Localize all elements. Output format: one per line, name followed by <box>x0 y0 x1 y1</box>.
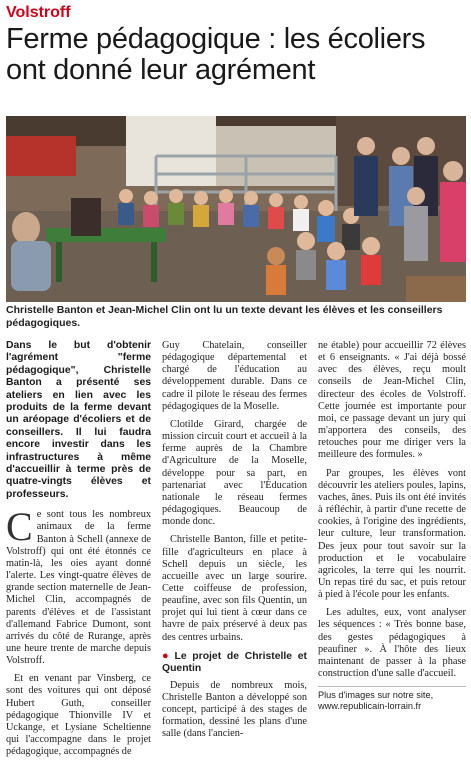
location-kicker: Volstroff <box>6 4 71 21</box>
body-paragraph <box>6 504 151 667</box>
article-column-1 <box>6 340 151 764</box>
bullet-icon: ● <box>162 649 172 662</box>
body-paragraph: Et en venant par Vinsberg, ce sont des voitures qui ont déposé Hubert Guth, conseiller pédagogique Thionville IV et Uckange, et Lysiane Scheltienne qui l'accompagne dans le projet pédagogique, accompagnés de <box>6 673 151 758</box>
body-paragraph: Christelle Banton, fille et petite-fille d'agriculteurs en place à Schell depuis un siècle, les accueille avec un large sourire. Cette coiffeuse de profession, peaufine, avec son fils Quentin, un projet qui lui tient à cœur dans ce havre de paix préservé à deux pas des centres urbains. <box>162 534 307 643</box>
section-subhead <box>162 650 307 676</box>
article-column-2 <box>162 340 307 746</box>
body-paragraph: Les adultes, eux, vont analyser les séquences : « Très bonne base, des gestes pédagogiques à peaufiner ». À l'hôte des lieux maintenant de passer à la phase construction d'une salle d'accueil. <box>318 607 466 680</box>
body-paragraph: Guy Chatelain, conseiller pédagogique départemental et chargé de l'éducation au développement durable. Dans ce cadre il pilote le réseau des fermes pédagogiques de la Moselle. <box>162 340 307 412</box>
body-paragraph: ne étable) pour accueillir 72 élèves et 6 enseignants. « J'ai déjà bossé avec des élèves, reçu moult conseils de Jean-Michel Clin, directeur des écoles de Volstroff. Cette journée est importante pour moi, ce passage devant un jury qui m'apportera des conseils, des retouches pour me diriger vers la meilleure des formules. » <box>318 340 466 461</box>
body-paragraph: Clotilde Girard, chargée de mission circuit court et accueil à la ferme auprès de la Chambre d'Agriculture de la Moselle, développe pour sa part, en partenariat avec l'Éducation nationale le réseau fermes pédagogiques. Beaucoup de monde donc. <box>162 418 307 528</box>
article-column-3 <box>318 340 466 712</box>
subhead-text: Le projet de Christelle et Quentin <box>162 650 307 675</box>
photo-caption: Christelle Banton et Jean-Michel Clin ont lu un texte devant les élèves et les conseillers pédagogiques. <box>6 304 443 329</box>
article-photo <box>6 116 466 302</box>
article-lead: Dans le but d'obtenir l'agrément "ferme pédagogique", Christelle Banton a présenté ses ateliers en lien avec les produits de la ferme devant un aréopage d'écoliers et de conseillers. Il lui faudra encore investir dans les infrastructures à même d'accueillir à terme près de quatre-vingts élèves et professeurs. <box>6 340 151 500</box>
body-text: e sont tous les nombreux animaux de la ferme Banton à Schell (annexe de Volstroff) qui ont été étonnés ce matin-là, les oies ayant donné l'alerte. Les vingt-quatre élèves de grande section maternelle de Jean-Michel Clin, accompagnés de parents d'élèves et de l'assistant d'allemand Fabrice Dumont, sont arrivés du côté de Rurange, après une heure trente de marche depuis Volstroff. <box>6 509 151 667</box>
body-paragraph: Par groupes, les élèves vont découvrir les ateliers poules, lapins, vaches, ânes. Puis ils ont été invités à réfléchir, à partir d'une recette de cookies, à l'origine des ingrédients, leur culture, leur transformation. Des jeux pour tout savoir sur la production et le vocabulaire agricoles, la terre qui les nourrit. Un repas tiré du sac, et puis retour à pied à l'école pour les enfants. <box>318 467 466 601</box>
drop-cap: C <box>6 504 33 550</box>
website-link[interactable]: Plus d'images sur notre site, www.republicain-lorrain.fr <box>318 686 466 712</box>
article-headline: Ferme pédagogique : les écoliers ont donné leur agrément <box>6 23 426 86</box>
body-paragraph: Depuis de nombreux mois, Christelle Banton a développé son concept, participé à des stages de formation, dessiné les plans d'une salle (dans l'ancien- <box>162 679 307 740</box>
barn-classroom-photo <box>6 116 466 302</box>
